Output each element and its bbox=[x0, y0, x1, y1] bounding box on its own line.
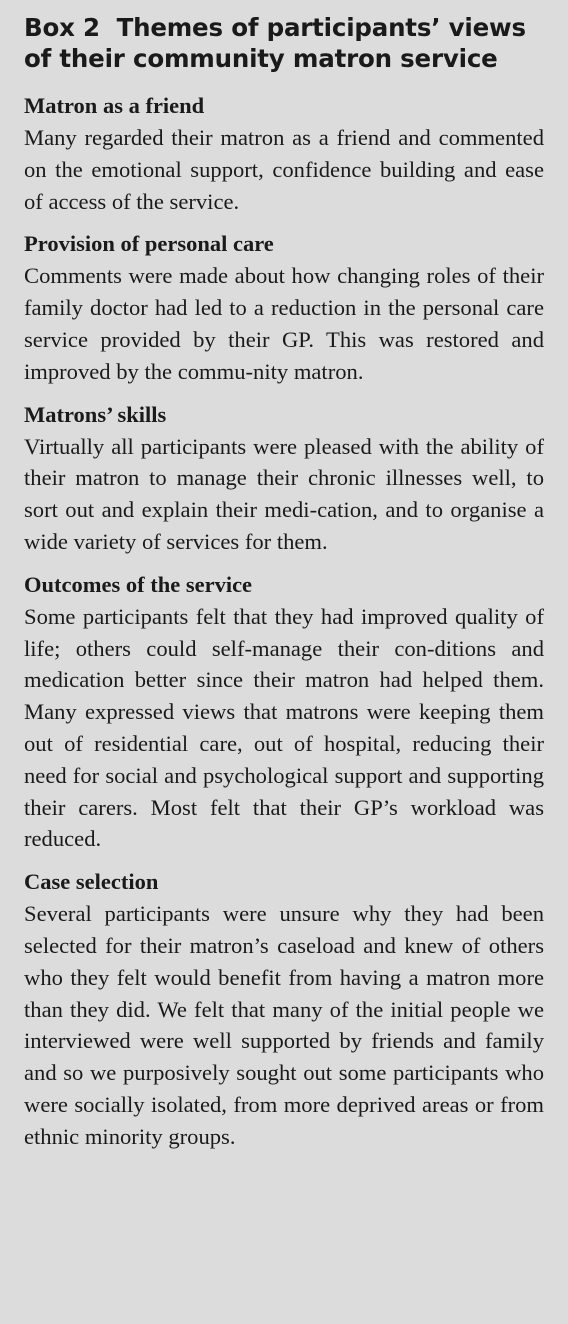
section-body: Several participants were unsure why they had been selected for their matron’s caseload and knew of others who they felt would benefit from having a matron more than they did. We felt that many of the initial people we interviewed were well supported by friends and family and so we purposively sought out some participants who were socially isolated, from more deprived areas or from ethnic minority groups. bbox=[24, 901, 544, 1149]
section-outcomes bbox=[24, 571, 544, 855]
section-body: Comments were made about how changing roles of their family doctor had led to a reduction in the personal care service provided by their GP. This was restored and improved by the commu-nity matron. bbox=[24, 263, 544, 384]
section-matrons-skills bbox=[24, 401, 544, 558]
box-heading bbox=[24, 12, 544, 74]
section-body: Many regarded their matron as a friend and commented on the emotional support, confidence building and ease of access of the service. bbox=[24, 125, 544, 214]
section-title: Matron as a friend bbox=[24, 93, 205, 118]
section-title: Provision of personal care bbox=[24, 231, 274, 257]
section-matron-as-friend bbox=[24, 92, 544, 217]
box-number: Box 2 bbox=[24, 13, 100, 42]
box-title: Themes of participants’ views of their community matron service bbox=[24, 13, 526, 73]
section-title: Matrons’ skills bbox=[24, 401, 167, 427]
section-body: Some participants felt that they had improved quality of life; others could self-manage their con-ditions and medication better since their matron had helped them. Many expressed views that matrons were keeping them out of residential care, out of hospital, reducing their need for social and psychological support and supporting their carers. Most felt that their GP’s workload was reduced. bbox=[24, 603, 544, 852]
section-title: Case selection bbox=[24, 869, 159, 895]
section-title: Outcomes of the service bbox=[24, 571, 253, 597]
section-body: Virtually all participants were pleased with the ability of their matron to manage their chronic illnesses well, to sort out and explain their medi-cation, and to organise a wide variety of services for them. bbox=[24, 433, 544, 554]
section-personal-care bbox=[24, 230, 544, 387]
section-case-selection bbox=[24, 868, 544, 1152]
